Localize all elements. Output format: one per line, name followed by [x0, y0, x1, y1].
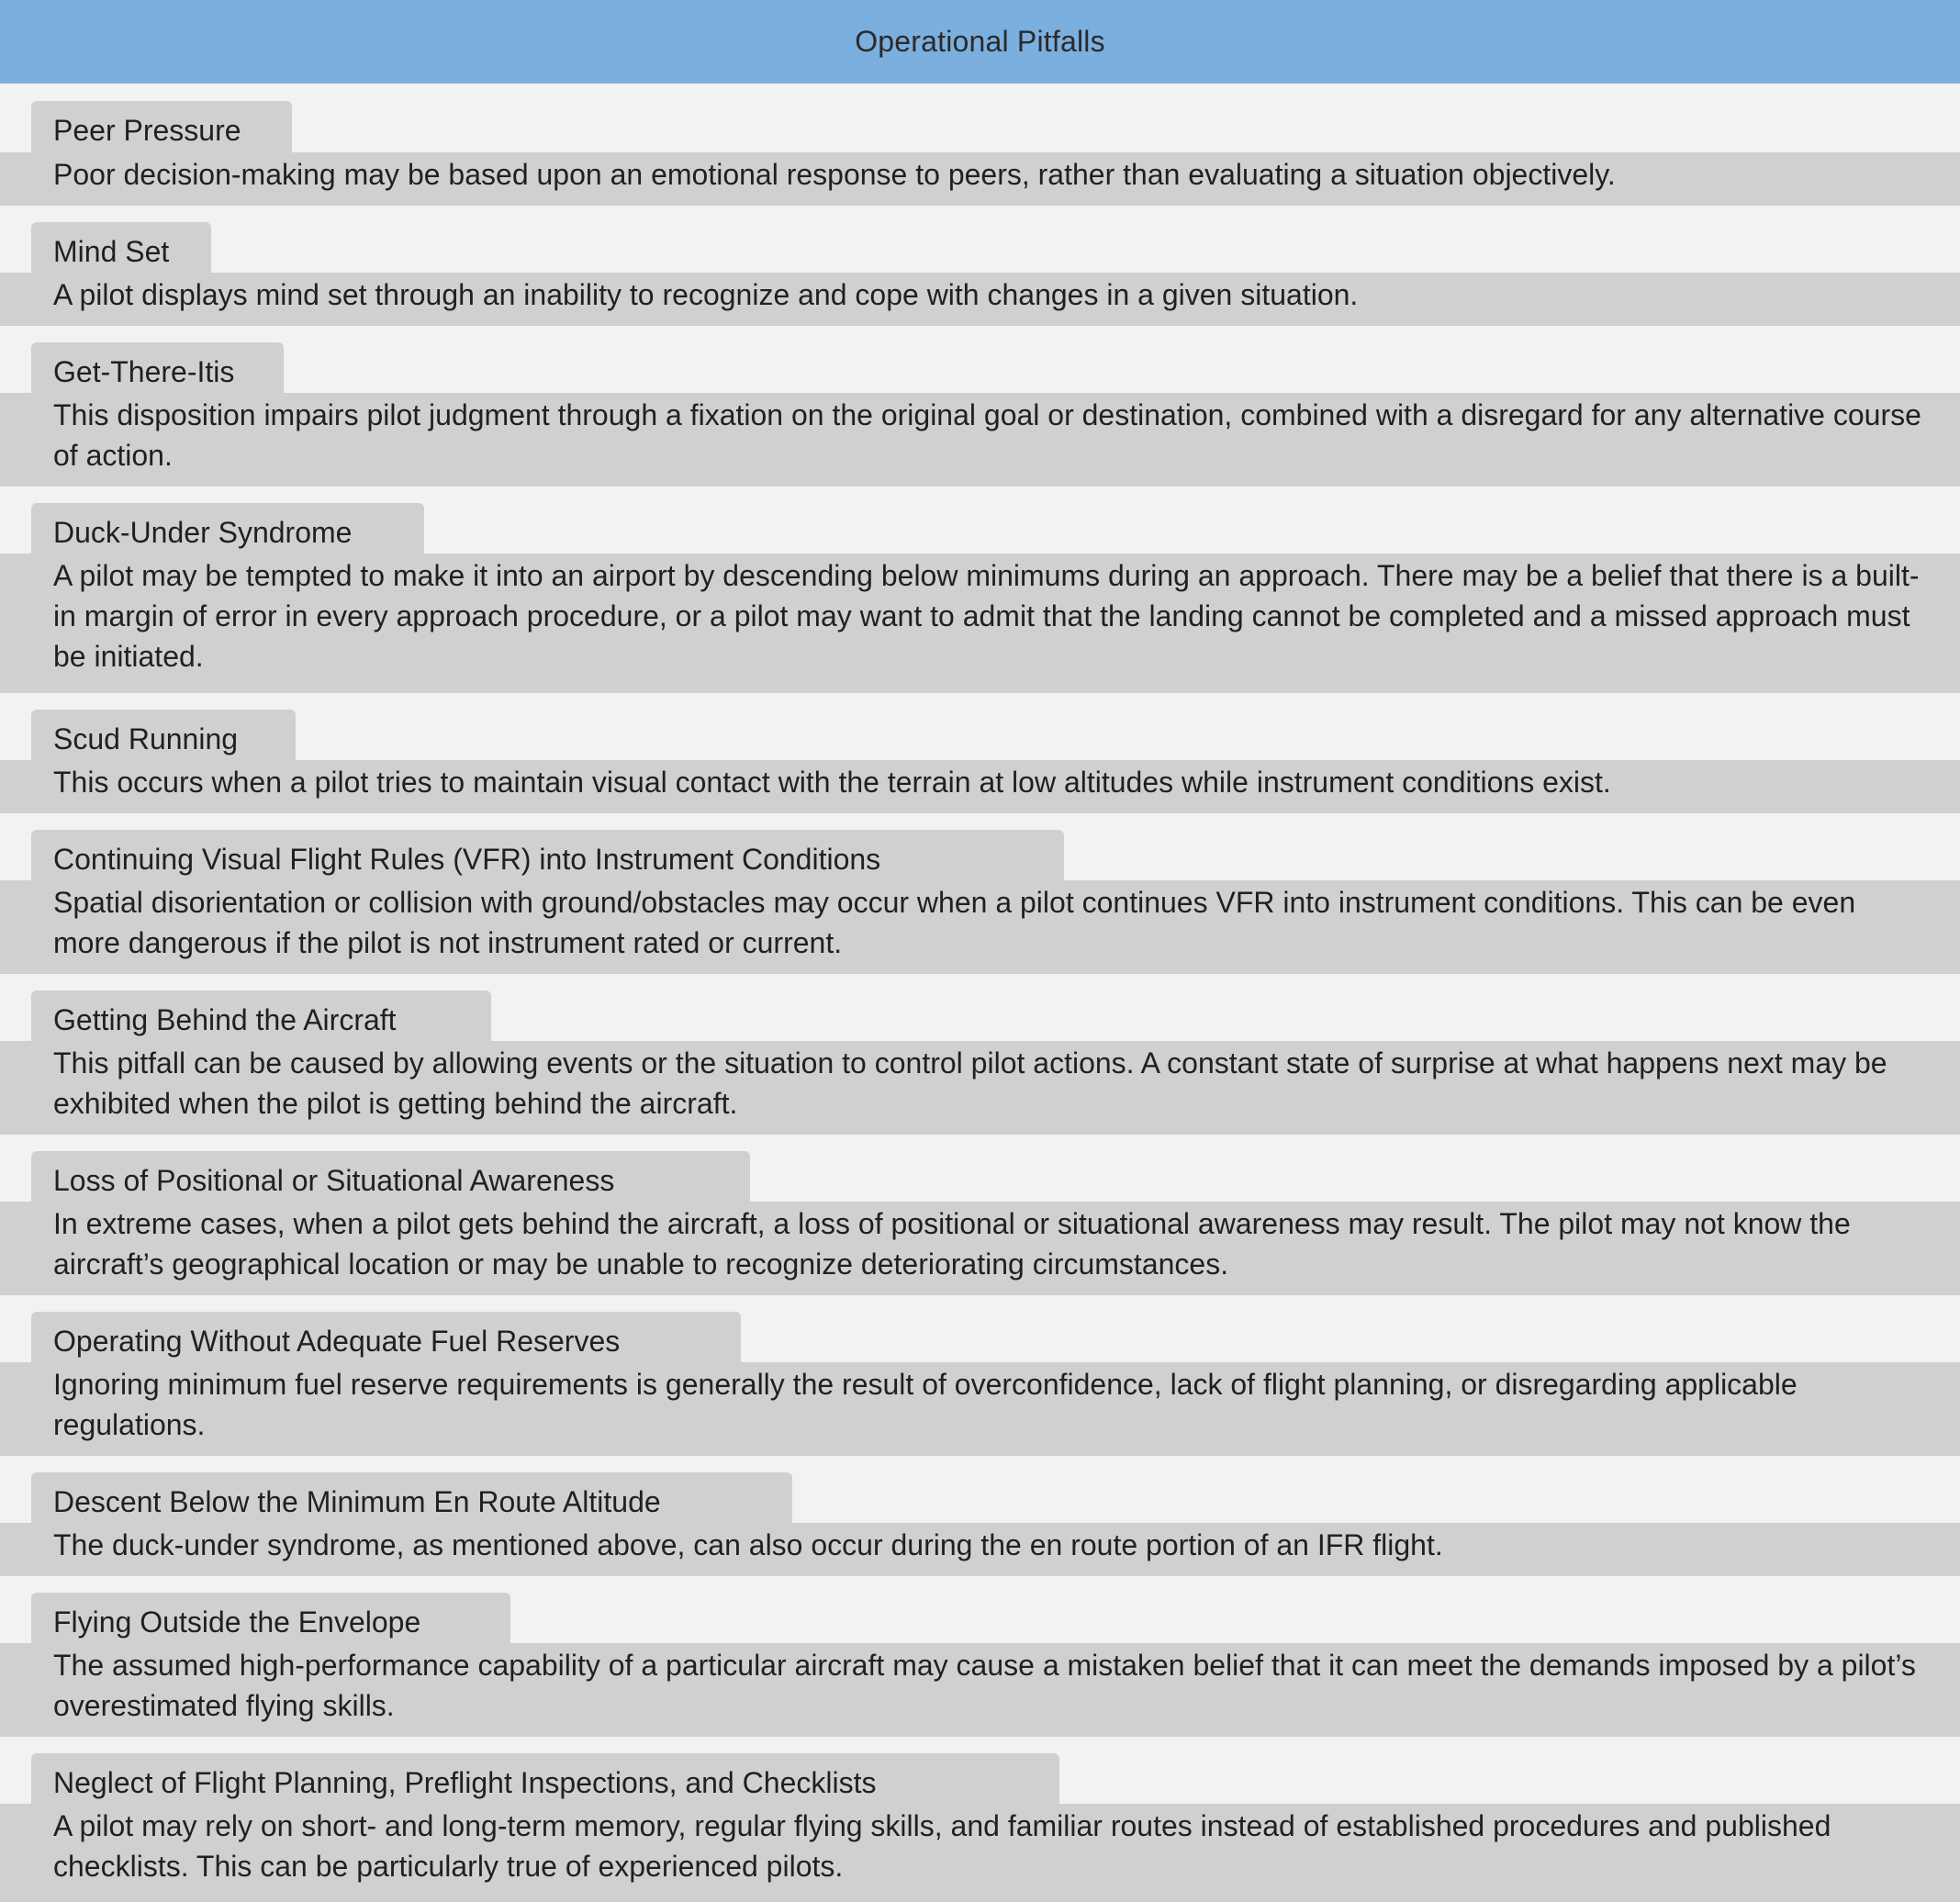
pitfall-title: Flying Outside the Envelope	[31, 1593, 510, 1648]
pitfall-title: Neglect of Flight Planning, Preflight Inspections, and Checklists	[31, 1753, 1059, 1808]
pitfall-description: The assumed high-performance capability of a particular aircraft may cause a mistaken belief that it can meet the demands imposed by a pilot’s overestimated flying skills.	[0, 1643, 1960, 1737]
pitfall-description: The duck-under syndrome, as mentioned above, can also occur during the en route portion of an IFR flight.	[0, 1523, 1960, 1576]
page-title: Operational Pitfalls	[855, 25, 1105, 58]
pitfall-title: Descent Below the Minimum En Route Altitude	[31, 1472, 792, 1527]
pitfall-title: Peer Pressure	[31, 101, 292, 156]
header-bar	[0, 0, 1960, 84]
pitfall-description: This occurs when a pilot tries to maintain visual contact with the terrain at low altitudes while instrument conditions exist.	[0, 760, 1960, 813]
pitfall-title: Get-There-Itis	[31, 342, 284, 397]
pitfall-description: A pilot may be tempted to make it into an airport by descending below minimums during an approach. There may be a belief that there is a built-in margin of error in every approach procedure, or a pilot may want to admit that the landing cannot be completed and a missed approach must be initiated.	[0, 554, 1960, 693]
pitfall-title: Continuing Visual Flight Rules (VFR) into Instrument Conditions	[31, 830, 1064, 885]
pitfall-description: Spatial disorientation or collision with ground/obstacles may occur when a pilot continues VFR into instrument conditions. This can be even more dangerous if the pilot is not instrument rated or current.	[0, 880, 1960, 974]
pitfall-description: This pitfall can be caused by allowing events or the situation to control pilot actions. A constant state of surprise at what happens next may be exhibited when the pilot is getting behind the aircraft.	[0, 1041, 1960, 1135]
pitfall-title: Operating Without Adequate Fuel Reserves	[31, 1312, 741, 1367]
pitfall-description: A pilot displays mind set through an inability to recognize and cope with changes in a given situation.	[0, 273, 1960, 326]
pitfall-description: This disposition impairs pilot judgment through a fixation on the original goal or destination, combined with a disregard for any alternative course of action.	[0, 393, 1960, 487]
pitfall-description: In extreme cases, when a pilot gets behind the aircraft, a loss of positional or situational awareness may result. The pilot may not know the aircraft’s geographical location or may be unable to recognize deteriorating circumstances.	[0, 1202, 1960, 1295]
pitfall-description: A pilot may rely on short- and long-term memory, regular flying skills, and familiar routes instead of established procedures and published checklists. This can be particularly true of experienced pilots.	[0, 1804, 1960, 1902]
pitfall-title: Mind Set	[31, 222, 211, 277]
pitfall-title: Getting Behind the Aircraft	[31, 990, 491, 1046]
pitfall-description: Poor decision-making may be based upon an emotional response to peers, rather than evaluating a situation objectively.	[0, 152, 1960, 206]
pitfall-description: Ignoring minimum fuel reserve requirements is generally the result of overconfidence, lack of flight planning, or disregarding applicable regulations.	[0, 1362, 1960, 1456]
pitfall-title: Duck-Under Syndrome	[31, 503, 424, 558]
pitfall-title: Loss of Positional or Situational Awareness	[31, 1151, 750, 1206]
pitfall-title: Scud Running	[31, 710, 296, 765]
